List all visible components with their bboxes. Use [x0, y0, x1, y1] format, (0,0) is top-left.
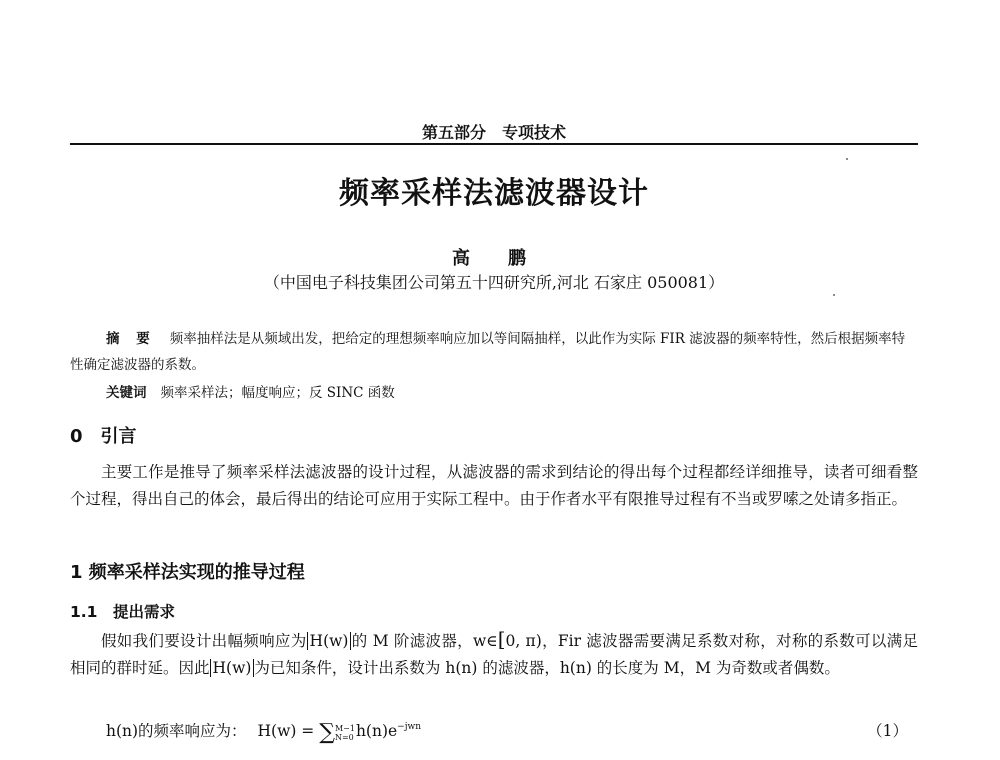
scan-speck [846, 158, 848, 160]
section-1-1-paragraph: 假如我们要设计出幅频响应为 H(w) 的 M 阶滤波器，w∈[0, π)，Fir 滤波器需要满足系数对称，对称的系数可以满足相同的群时延。因此 H(w) 为已知条件，设计出系数为 h(n) 的滤波器，h(n) 的长度为 M，M 为奇数或者偶数。 [70, 627, 918, 677]
abstract-label: 摘 要 [106, 331, 156, 347]
section-1-heading: 1 频率采样法实现的推导过程 [70, 562, 305, 583]
magnitude-expression: H(w) [307, 632, 352, 650]
author-affiliation: （中国电子科技集团公司第五十四研究所,河北 石家庄 050081） [263, 273, 725, 292]
abstract-text: 频率抽样法是从频域出发，把给定的理想频率响应加以等间隔抽样，以此作为实际 FIR 滤波器的频率特性，然后根据频率特性确定滤波器的系数。 [70, 331, 906, 373]
keywords-text: 频率采样法；幅度响应；反 SINC 函数 [160, 385, 395, 401]
keywords-label: 关键词 [106, 385, 147, 401]
section-1-1-body [70, 626, 918, 682]
keywords [70, 381, 918, 401]
equation-label: h(n)的频率响应为： [106, 722, 247, 740]
interval-bracket: [ [497, 627, 506, 651]
header-rule [70, 143, 918, 145]
equation-1 [106, 719, 918, 747]
equation-number: （1） [867, 722, 908, 740]
magnitude-expression-2: H(w) [210, 659, 255, 677]
section-0-body [70, 459, 918, 513]
scan-speck [833, 294, 835, 296]
summation-limits: M−1 N=0 [334, 724, 355, 742]
abstract [70, 326, 918, 378]
running-header: 第五部分 专项技术 [421, 123, 566, 142]
paper-title: 频率采样法滤波器设计 [339, 176, 649, 211]
section-1-1-heading: 1.1 提出需求 [70, 603, 175, 621]
equation-body: H(w) = ∑M−1 N=0 $h(n)e^{-jwn}$ [257, 720, 422, 745]
author-name: 高 鹏 [452, 248, 536, 269]
section-0-heading: 0 引言 [70, 426, 137, 447]
section-0-paragraph: 主要工作是推导了频率采样法滤波器的设计过程，从滤波器的需求到结论的得出每个过程都经详细推导，读者可细看整个过程，得出自己的体会，最后得出的结论可应用于实际工程中。由于作者水平有限推导过程有不当或罗嗦之处请多指正。 [70, 463, 918, 508]
summation-symbol: ∑ [319, 720, 335, 745]
exponent: −jwn [397, 722, 422, 732]
